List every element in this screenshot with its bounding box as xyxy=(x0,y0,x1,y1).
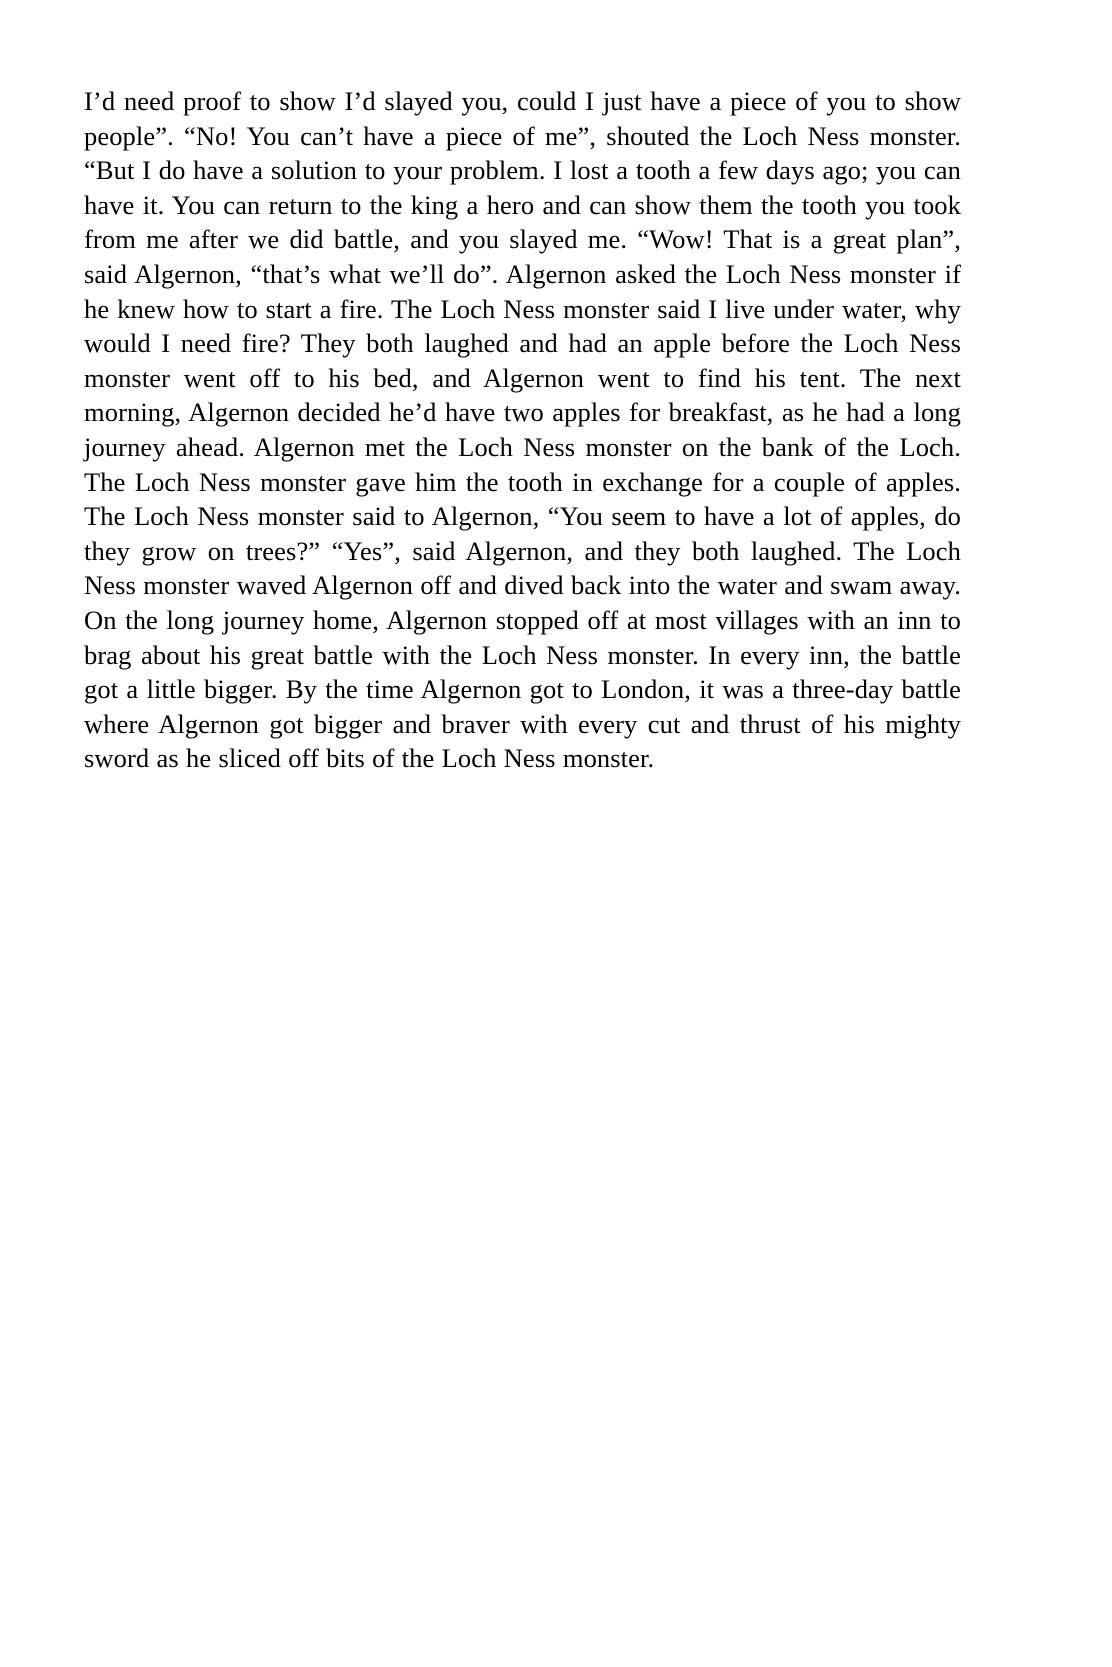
body-paragraph: I’d need proof to show I’d slayed you, could I just have a piece of you to show people”. “No! You can’t have a piece of me”, shouted the Loch Ness monster. “But I do have a solution to your problem. I lost a tooth a few days ago; you can have it. You can return to the king a hero and can show them the tooth you took from me after we did battle, and you slayed me. “Wow! That is a great plan”, said Algernon, “that’s what we’ll do”. Algernon asked the Loch Ness monster if he knew how to start a fire. The Loch Ness monster said I live under water, why would I need fire? They both laughed and had an apple before the Loch Ness monster went off to his bed, and Algernon went to find his tent. The next morning, Algernon decided he’d have two apples for breakfast, as he had a long journey ahead. Algernon met the Loch Ness monster on the bank of the Loch. The Loch Ness monster gave him the tooth in exchange for a couple of apples. The Loch Ness monster said to Algernon, “You seem to have a lot of apples, do they grow on trees?” “Yes”, said Algernon, and they both laughed. The Loch Ness monster waved Algernon off and dived back into the water and swam away. On the long journey home, Algernon stopped off at most villages with an inn to brag about his great battle with the Loch Ness monster. In every inn, the battle got a little bigger. By the time Algernon got to London, it was a three-day battle where Algernon got bigger and braver with every cut and thrust of his mighty sword as he sliced off bits of the Loch Ness monster. xyxy=(84,86,961,774)
text-column xyxy=(84,84,961,776)
